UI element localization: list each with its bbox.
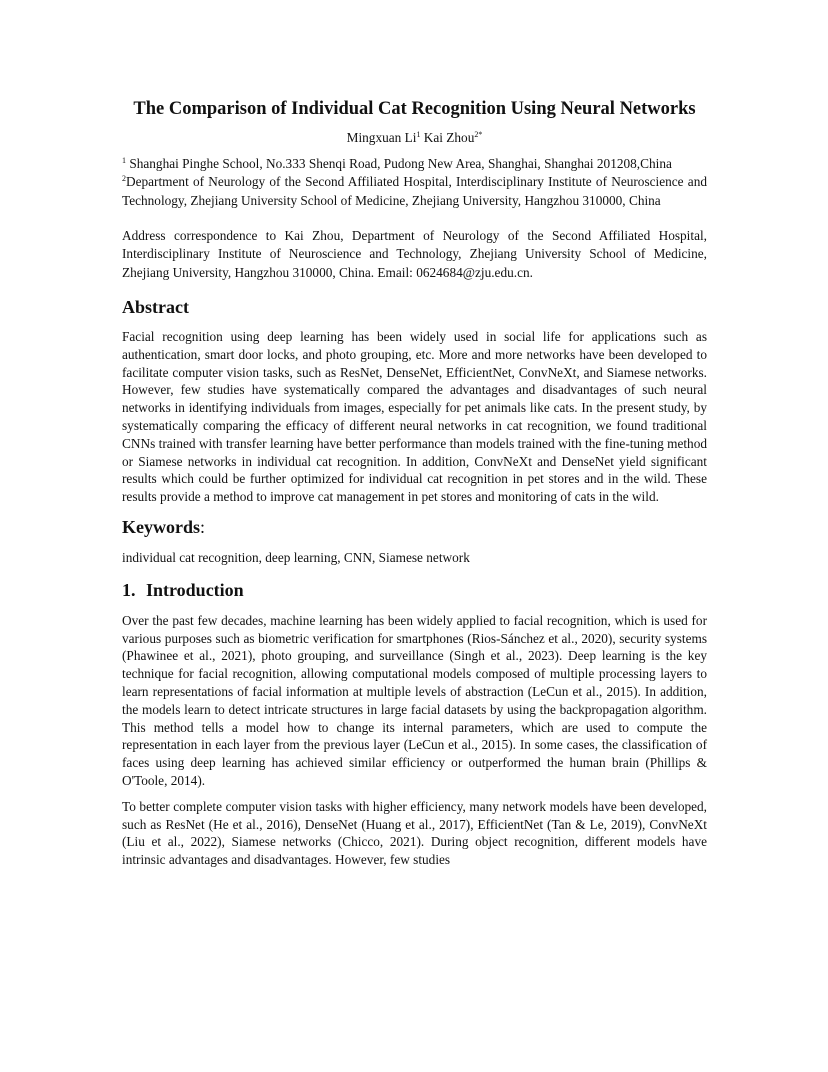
author-affiliation-mark: 2* [474, 130, 483, 140]
affiliation-mark: 1 [122, 156, 126, 166]
section-title: Introduction [146, 579, 244, 600]
paper-title: The Comparison of Individual Cat Recognition Using Neural Networks [133, 99, 696, 119]
author-name: Mingxuan Li [346, 130, 417, 145]
introduction-paragraph: To better complete computer vision tasks with higher efficiency, many network models have been developed, such as ResNet (He et al., 2016), DenseNet (Huang et al., 2017), EfficientNet (Tan & Le, 2019), ConvNeXt (Liu et al., 2022), Siamese networks (Chicco, 2021). During object recognition, different models have intrinsic advantages and disadvantages. However, few studies [122, 798, 707, 868]
affiliation [122, 155, 707, 173]
paper-content [122, 96, 707, 869]
author-line [122, 129, 707, 147]
abstract-heading: Abstract [122, 296, 189, 317]
author-name: Kai Zhou [423, 130, 475, 145]
introduction-paragraph: Over the past few decades, machine learning has been widely applied to facial recognition, which is used for various purposes such as biometric verification for smartphones (Rios-Sánchez et al., 2020), security systems (Phawinee et al., 2021), photo grouping, and surveillance (Singh et al., 2023). Deep learning is the key technique for facial recognition, allowing computational models composed of multiple processing layers to learn representations of facial information at multiple levels of abstraction (LeCun et al., 2015). In addition, the models learn to detect intricate structures in large facial datasets by using the backpropagation algorithm. This method tells a model how to change its internal parameters, which are used to compute the representation in each layer from the previous layer (LeCun et al., 2015). In some cases, the classification of faces using deep learning has achieved similar efficiency or outperformed the human brain (Phillips & O'Toole, 2014). [122, 612, 707, 788]
keywords-heading-colon: : [200, 516, 206, 537]
keywords-text: individual cat recognition, deep learning, CNN, Siamese network [122, 549, 470, 565]
section-number: 1. [122, 579, 136, 600]
author-affiliation-mark: 1 [416, 130, 421, 140]
affiliation-text: Shanghai Pinghe School, No.333 Shenqi Road, Pudong New Area, Shanghai, Shanghai 201208,China [129, 156, 672, 171]
abstract-text: Facial recognition using deep learning has been widely used in social life for applications such as authentication, smart door locks, and photo grouping, etc. More and more networks have been developed to facilitate computer vision tasks, such as ResNet, DenseNet, EfficientNet, ConvNeXt, and Siamese networks. However, few studies have systematically compared the advantages and disadvantages of such neural networks in identifying individuals from images, especially for pet animals like cats. In the present study, by systematically comparing the efficacy of different neural networks in cat recognition, we found traditional CNNs trained with transfer learning have better performance than models trained with the fine-tuning method or Siamese networks in individual cat recognition. In addition, ConvNeXt and DenseNet yield significant results which could be further optimized for individual cat recognition in pet stores and in the wild. These results provide a method to improve cat management in pet stores and monitoring of cats in the wild. [122, 328, 707, 505]
keywords-heading [122, 516, 707, 538]
correspondence-address: Address correspondence to Kai Zhou, Department of Neurology of the Second Affiliated Hospital, Interdisciplinary Institute of Neuroscience and Technology, Zhejiang University School of Medicine, Zhejiang University, Hangzhou 310000, China. Email: 0624684@zju.edu.cn. [122, 227, 707, 281]
affiliation-text: Department of Neurology of the Second Affiliated Hospital, Interdisciplinary Institute of Neuroscience and Technology, Zhejiang University School of Medicine, Zhejiang University, Hangzhou 310000, China [122, 174, 707, 208]
affiliation-mark: 2 [122, 174, 126, 184]
introduction-heading [122, 579, 707, 601]
affiliation [122, 173, 707, 210]
keywords-heading-label: Keywords [122, 516, 200, 537]
